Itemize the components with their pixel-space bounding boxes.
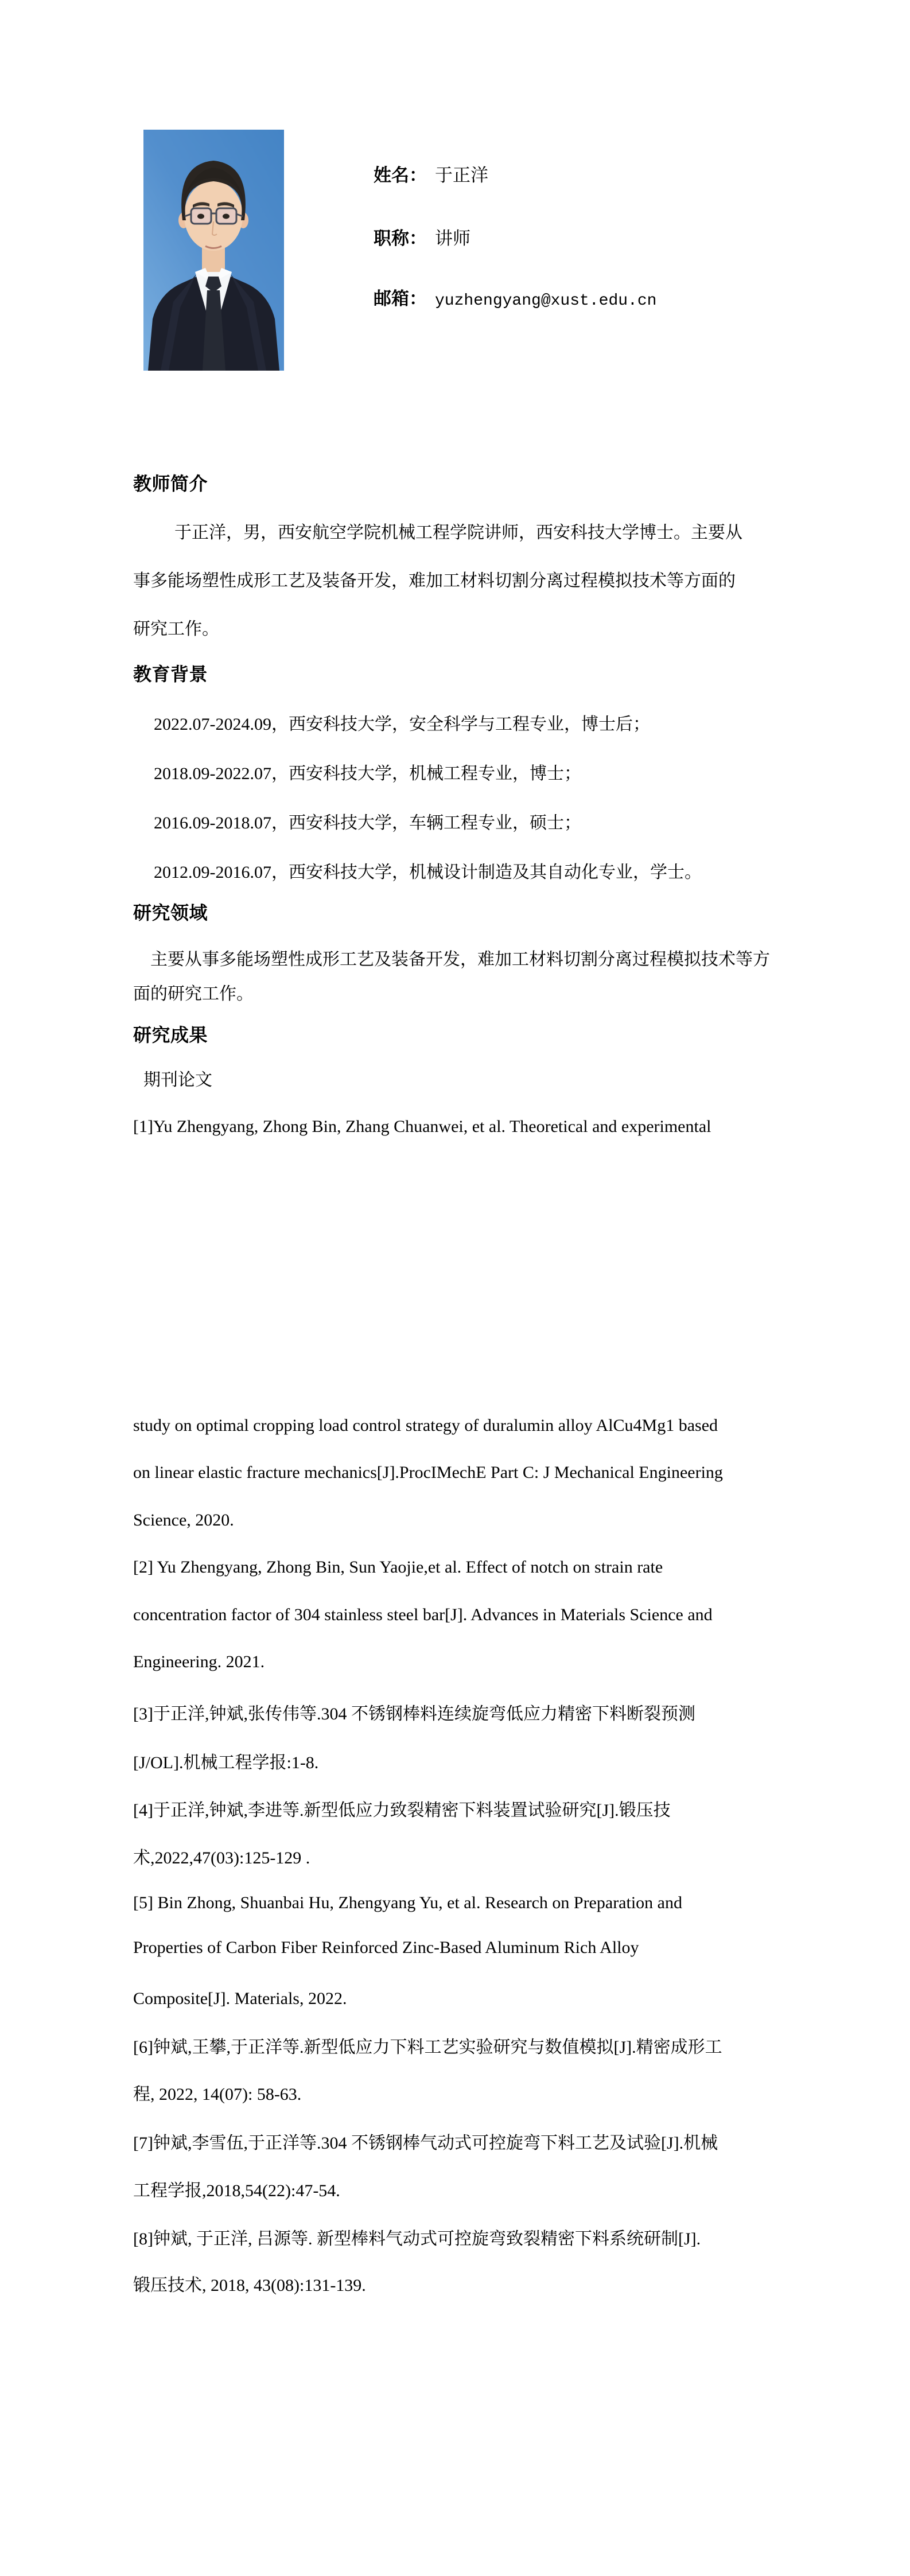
publication-line: Engineering. 2021. bbox=[133, 1652, 265, 1671]
publication-line: Properties of Carbon Fiber Reinforced Zinc-Based Aluminum Rich Alloy bbox=[133, 1938, 639, 1957]
journal-papers-subheading: 期刊论文 bbox=[143, 1071, 212, 1089]
title-value: 讲师 bbox=[435, 228, 470, 248]
publication-line: Science, 2020. bbox=[133, 1511, 234, 1530]
name-value: 于正洋 bbox=[435, 165, 488, 185]
publication-line: Composite[J]. Materials, 2022. bbox=[133, 1989, 347, 2008]
publication-line: [6]钟斌,王攀,于正洋等.新型低应力下料工艺实验研究与数值模拟[J].精密成形工 bbox=[133, 2038, 722, 2057]
publication-line: [3]于正洋,钟斌,张传伟等.304 不锈钢棒料连续旋弯低应力精密下料断裂预测 bbox=[133, 1705, 695, 1723]
research-field-line: 主要从事多能场塑性成形工艺及装备开发，难加工材料切割分离过程模拟技术等方 bbox=[150, 950, 770, 969]
intro-line: 研究工作。 bbox=[133, 620, 219, 639]
publication-line: on linear elastic fracture mechanics[J].ProcIMechE Part C: J Mechanical Engineering bbox=[133, 1463, 723, 1482]
publication-line: [J/OL].机械工程学报:1-8. bbox=[133, 1753, 319, 1772]
profile-photo bbox=[143, 130, 284, 371]
publication-line: [4]于正洋,钟斌,李进等.新型低应力致裂精密下料装置试验研究[J].锻压技 bbox=[133, 1801, 671, 1820]
section-heading-intro: 教师简介 bbox=[133, 473, 208, 494]
publication-line: study on optimal cropping load control strategy of duralumin alloy AlCu4Mg1 based bbox=[133, 1416, 718, 1435]
education-item: 2012.09-2016.07，西安科技大学，机械设计制造及其自动化专业，学士。 bbox=[154, 863, 702, 882]
publication-line: [1]Yu Zhengyang, Zhong Bin, Zhang Chuanwei, et al. Theoretical and experimental bbox=[133, 1117, 711, 1136]
info-row-name bbox=[364, 150, 488, 197]
publication-line: [8]钟斌, 于正洋, 吕源等. 新型棒料气动式可控旋弯致裂精密下料系统研制[J]. bbox=[133, 2229, 701, 2248]
section-heading-education: 教育背景 bbox=[133, 664, 208, 684]
section-heading-research-field: 研究领域 bbox=[133, 902, 208, 923]
info-row-email bbox=[364, 274, 656, 320]
education-item: 2022.07-2024.09，西安科技大学，安全科学与工程专业，博士后； bbox=[154, 715, 650, 734]
intro-line: 事多能场塑性成形工艺及装备开发，难加工材料切割分离过程模拟技术等方面的 bbox=[133, 571, 736, 590]
education-item: 2016.09-2018.07，西安科技大学，车辆工程专业，硕士； bbox=[154, 814, 581, 832]
email-value: yuzhengyang@xust.edu.cn bbox=[435, 292, 657, 310]
info-row-title bbox=[364, 213, 470, 260]
publication-line: [5] Bin Zhong, Shuanbai Hu, Zhengyang Yu, et al. Research on Preparation and bbox=[133, 1893, 682, 1912]
publication-line: [2] Yu Zhengyang, Zhong Bin, Sun Yaojie,et al. Effect of notch on strain rate bbox=[133, 1558, 663, 1577]
research-field-line: 面的研究工作。 bbox=[133, 985, 254, 1003]
email-label: 邮箱： bbox=[374, 289, 427, 309]
intro-line: 于正洋，男，西安航空学院机械工程学院讲师，西安科技大学博士。主要从 bbox=[174, 523, 742, 542]
publication-line: [7]钟斌,李雪伍,于正洋等.304 不锈钢棒气动式可控旋弯下料工艺及试验[J].机械 bbox=[133, 2134, 718, 2153]
publication-line: concentration factor of 304 stainless steel bar[J]. Advances in Materials Science and bbox=[133, 1605, 713, 1624]
title-label: 职称： bbox=[374, 228, 427, 248]
publication-line: 锻压技术, 2018, 43(08):131-139. bbox=[133, 2276, 366, 2295]
name-label: 姓名： bbox=[374, 165, 427, 185]
publication-line: 程, 2022, 14(07): 58-63. bbox=[133, 2085, 302, 2104]
education-item: 2018.09-2022.07，西安科技大学，机械工程专业，博士； bbox=[154, 764, 581, 783]
publication-line: 术,2022,47(03):125-129 . bbox=[133, 1849, 310, 1867]
section-heading-achievements: 研究成果 bbox=[133, 1025, 208, 1045]
publication-line: 工程学报,2018,54(22):47-54. bbox=[133, 2181, 340, 2200]
